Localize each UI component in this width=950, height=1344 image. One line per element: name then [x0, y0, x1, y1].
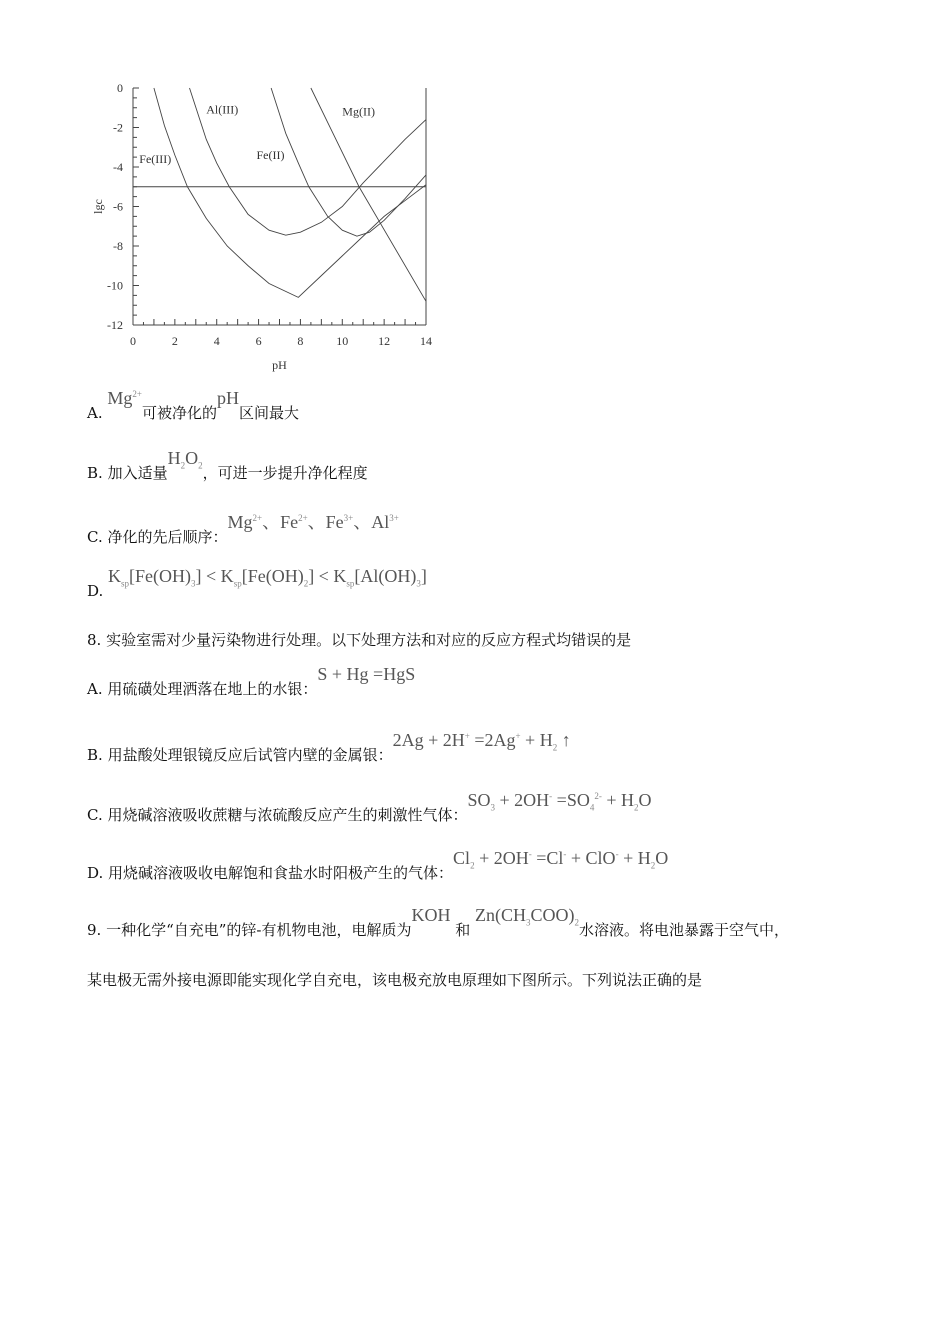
formula-text: =Cl [531, 848, 564, 868]
formula-sub: 2 [650, 860, 656, 871]
formula-sub: 3 [526, 917, 531, 928]
chem-formula [228, 508, 399, 532]
lgc-ph-chart [90, 75, 440, 375]
formula-text: =2Ag [469, 730, 516, 750]
formula-text: K [108, 566, 122, 586]
formula-text: 、Fe [307, 512, 344, 532]
chem-formula [317, 664, 415, 684]
option-text: 和 [450, 921, 476, 939]
q7-option-c [87, 512, 399, 547]
option-text: 用烧碱溶液吸收蔗糖与浓硫酸反应产生的刺激性气体： [107, 806, 468, 824]
y-tick-label: -6 [113, 199, 123, 214]
formula-text: ] [420, 566, 427, 586]
series-feiii [154, 88, 426, 297]
option-label: A. [87, 404, 108, 422]
chem-formula [475, 905, 579, 933]
formula-sup: - [549, 791, 553, 801]
formula-text: + H [618, 848, 651, 868]
series-label: Al(III) [206, 102, 239, 117]
chart-series [133, 88, 426, 301]
chem-formula [107, 384, 142, 408]
option-label: D. [87, 864, 109, 882]
x-tick-label: 0 [130, 334, 136, 348]
formula-text: Mg [107, 388, 133, 408]
y-axis-label: lgc [91, 199, 105, 214]
formula-sup: + [464, 731, 470, 741]
formula-text: O [185, 448, 199, 468]
formula-text: KOH [411, 905, 451, 925]
formula-text: Mg [227, 512, 253, 532]
formula-text: [Fe(OH) [241, 566, 304, 586]
formula-sub: 2 [303, 578, 309, 589]
q7-option-b [87, 448, 368, 490]
formula-sub: sp [121, 578, 130, 589]
chem-formula [168, 448, 203, 476]
option-label: B. [87, 464, 108, 482]
formula-text: [Al(OH) [354, 566, 417, 586]
formula-sub: 2 [198, 460, 203, 471]
formula-sub: 2 [574, 917, 580, 928]
option-text: 用盐酸处理银镜反应后试管内壁的金属银： [107, 746, 393, 764]
option-label: C. [87, 806, 108, 824]
formula-sub: 2 [180, 460, 186, 471]
option-label: B. [87, 746, 108, 764]
formula-text: =SO [552, 790, 590, 810]
x-tick-label: 8 [297, 334, 304, 348]
formula-sub: sp [346, 578, 355, 589]
y-tick-label: 0 [117, 81, 123, 95]
option-text: 水溶液。将电池暴露于空气中， [579, 921, 790, 939]
chem-formula [412, 905, 451, 925]
q8-option-b [87, 730, 571, 772]
formula-sup: 2+ [298, 513, 308, 523]
option-text: 用烧碱溶液吸收电解饱和食盐水时阳极产生的气体： [108, 864, 454, 882]
q7-option-d [87, 566, 427, 608]
y-tick-label: -4 [113, 160, 123, 174]
formula-text: 、Al [353, 512, 390, 532]
formula-sup: 2- [594, 791, 602, 801]
formula-sup: 3+ [389, 513, 399, 523]
formula-text: S + Hg =HgS [317, 664, 416, 684]
formula-sub: 4 [589, 802, 595, 813]
q8-option-c [87, 790, 652, 832]
q8-option-a [87, 664, 416, 699]
option-text: 可被净化的 [141, 404, 217, 422]
series-label: Fe(II) [256, 148, 285, 163]
chem-formula [217, 388, 239, 408]
formula-text: + 2OH [495, 790, 550, 810]
y-tick-label: -8 [113, 239, 123, 253]
formula-text: + 2OH [474, 848, 529, 868]
formula-sup: 2+ [252, 513, 263, 523]
formula-sup: - [563, 849, 567, 859]
y-tick-label: -2 [113, 120, 123, 135]
option-label: D. [87, 582, 109, 600]
formula-sub: 2 [552, 742, 558, 753]
x-tick-label: 6 [255, 334, 262, 348]
chart-labels [139, 103, 375, 166]
formula-sub: 3 [490, 802, 496, 813]
formula-sup: - [615, 849, 619, 859]
series-label: Fe(III) [139, 152, 172, 167]
x-tick-label: 2 [171, 334, 178, 348]
formula-text: + H [520, 730, 553, 750]
formula-text: Zn(CH [475, 905, 527, 925]
q8-option-d [87, 848, 669, 890]
y-tick-label: -10 [107, 278, 123, 293]
option-text: 用硫磺处理洒落在地上的水银： [107, 680, 318, 698]
formula-text: + H [601, 790, 634, 810]
formula-sub: 3 [416, 578, 421, 589]
option-text: 区间最大 [238, 404, 299, 422]
x-tick-label: 12 [378, 334, 391, 348]
chem-formula [468, 786, 652, 818]
formula-sub: 2 [634, 802, 639, 813]
formula-sub: 3 [191, 578, 196, 589]
formula-text: ↑ [557, 730, 571, 750]
q9-stem-line2: 某电极无需外接电源即能实现化学自充电，该电极充放电原理如下图所示。下列说法正确的是 [87, 971, 703, 989]
y-tick-label: -12 [107, 318, 123, 332]
formula-sup: - [528, 849, 532, 859]
formula-text: + ClO [566, 848, 616, 868]
formula-text: 、Fe [262, 512, 299, 532]
formula-sub: sp [233, 578, 242, 589]
formula-sub: 2 [470, 860, 475, 871]
formula-text: 2Ag + 2H [392, 730, 465, 750]
option-text: 加入适量 [107, 464, 168, 482]
formula-sup: + [515, 731, 521, 741]
q7-option-a [87, 388, 299, 423]
q9-stem-line1 [87, 905, 790, 947]
formula-text: COO) [530, 905, 575, 925]
formula-text: Cl [453, 848, 471, 868]
q8-stem: 8. 实验室需对少量污染物进行处理。以下处理方法和对应的反应方程式均错误的是 [87, 631, 632, 649]
option-label: C. [87, 528, 108, 546]
option-text: 净化的先后顺序： [107, 528, 228, 546]
formula-text: O [638, 790, 652, 810]
formula-text: H [167, 448, 181, 468]
formula-text: [Fe(OH) [129, 566, 192, 586]
formula-text: ] < K [195, 566, 234, 586]
series-label: Mg(II) [342, 104, 375, 119]
option-text: 9. 一种化学“自充电”的锌-有机物电池，电解质为 [87, 921, 412, 939]
option-label: A. [87, 680, 108, 698]
chart-axes [91, 81, 432, 372]
formula-sup: 2+ [132, 389, 142, 399]
x-tick-label: 10 [336, 334, 349, 348]
option-text: ，可进一步提升净化程度 [202, 464, 368, 482]
chem-formula [393, 726, 571, 758]
formula-text: O [655, 848, 669, 868]
formula-sup: 3+ [343, 513, 354, 523]
x-axis-label: pH [272, 358, 287, 372]
chem-formula [453, 844, 668, 876]
chem-formula [108, 566, 427, 594]
formula-text: SO [467, 790, 491, 810]
x-tick-label: 14 [420, 334, 432, 348]
x-tick-label: 4 [213, 334, 220, 348]
formula-text: pH [216, 388, 239, 408]
formula-text: ] < K [308, 566, 347, 586]
